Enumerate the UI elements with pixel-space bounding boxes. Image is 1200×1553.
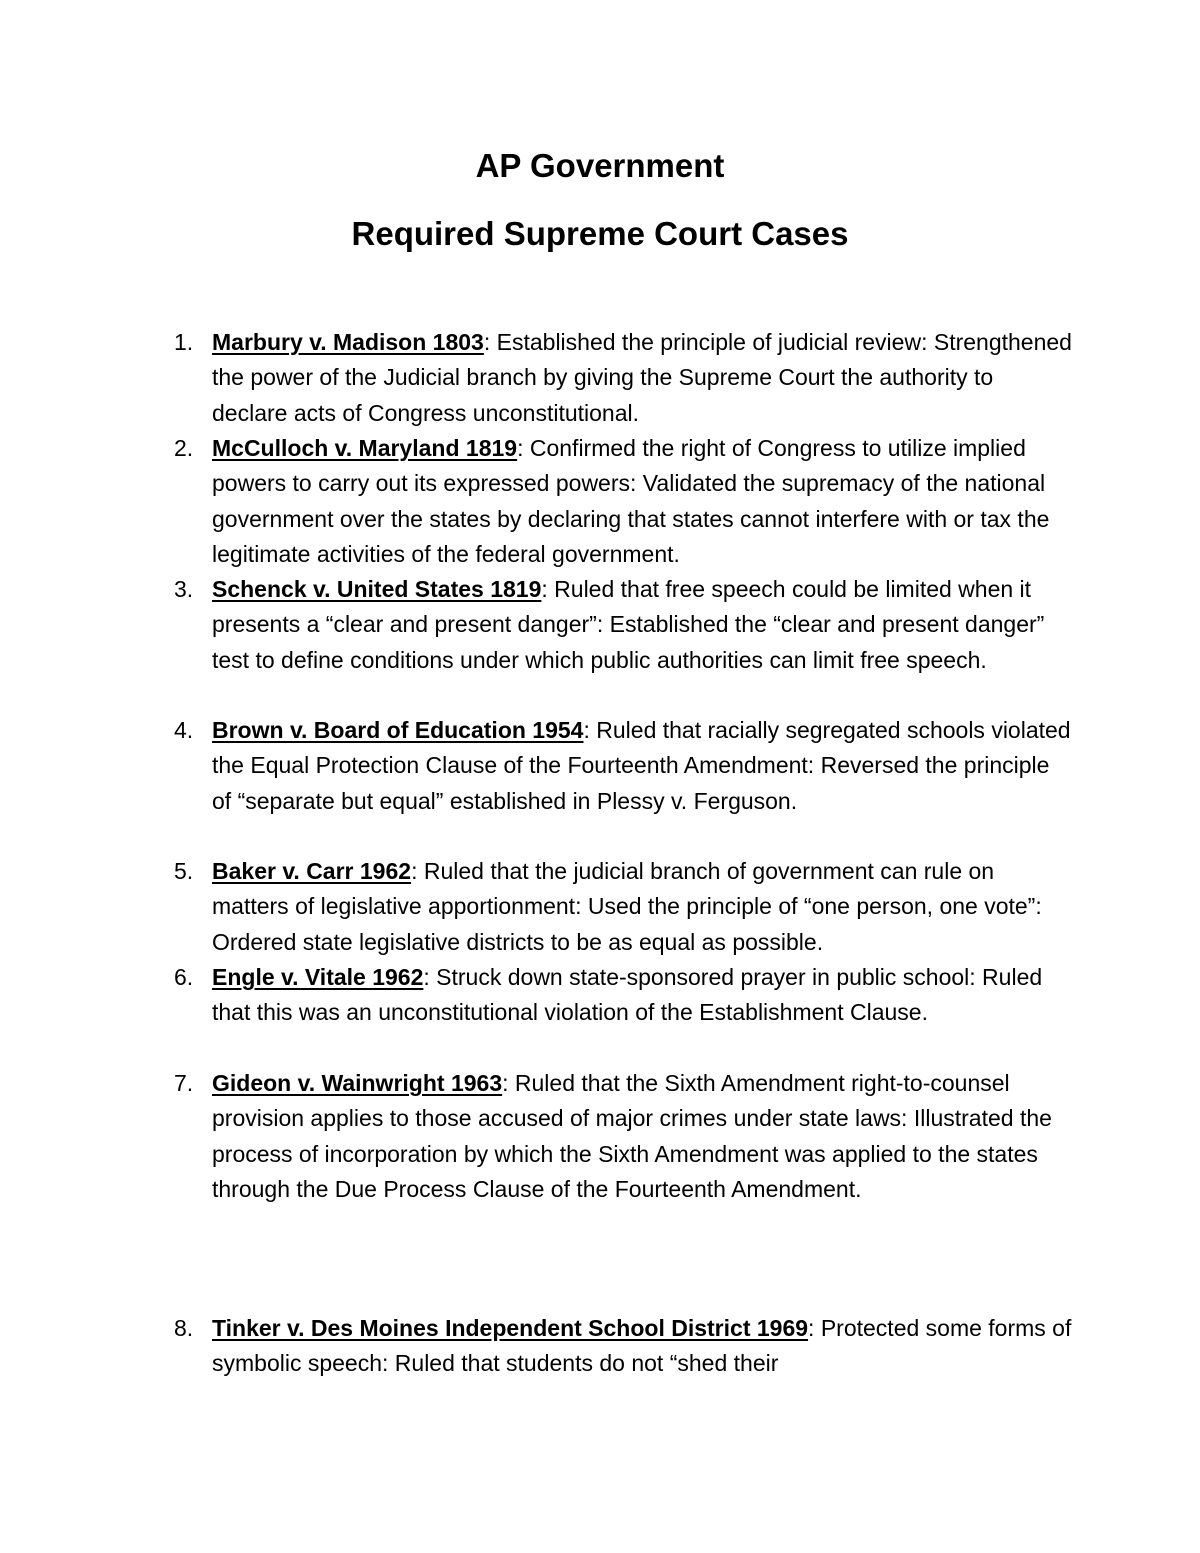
case-name: Engle v. Vitale 1962	[212, 964, 424, 990]
list-item	[174, 960, 1072, 1031]
case-name: Tinker v. Des Moines Independent School District 1969	[212, 1315, 809, 1341]
document-title: AP Government	[475, 147, 725, 184]
case-name: McCulloch v. Maryland 1819	[212, 435, 518, 461]
list-item	[174, 572, 1072, 678]
list-item	[174, 854, 1072, 960]
case-description: : Confirmed the right of Congress to utilize implied powers to carry out its expressed powers: Validated the supremacy of the national government over the states by declaring that states cannot interfere with or tax the legitimate activities of the federal government.	[212, 435, 1050, 567]
case-description: : Ruled that the judicial branch of government can rule on matters of legislative apportionment: Used the principle of “one person, one vote”: Ordered state legislative districts to be as equal as possible.	[212, 858, 1042, 955]
case-name: Baker v. Carr 1962	[212, 858, 412, 884]
case-description: : Struck down state-sponsored prayer in public school: Ruled that this was an unconstitutional violation of the Establishment Clause.	[212, 964, 1043, 1026]
case-name: Marbury v. Madison 1803	[212, 329, 484, 355]
case-name: Brown v. Board of Education 1954	[212, 717, 584, 743]
list-item	[174, 713, 1072, 819]
list-item-number: 2.	[174, 435, 194, 461]
case-description: : Protected some forms of symbolic speech: Ruled that students do not “shed their	[212, 1315, 1072, 1377]
case-description: : Established the principle of judicial review: Strengthened the power of the Judicial branch by giving the Supreme Court the authority to declare acts of Congress unconstitutional.	[212, 329, 1072, 426]
list-item-number: 7.	[174, 1070, 194, 1096]
list-item	[174, 325, 1072, 431]
document-subtitle: Required Supreme Court Cases	[351, 215, 849, 252]
case-description: : Ruled that free speech could be limited when it presents a “clear and present danger”: Established the “clear and present danger” test to define conditions under which public authorities can limit free speech.	[212, 576, 1045, 673]
list-item-number: 1.	[174, 329, 194, 355]
case-description: : Ruled that the Sixth Amendment right-to-counsel provision applies to those accused of major crimes under state laws: Illustrated the process of incorporation by which the Sixth Amendment was applied to the states through the Due Process Clause of the Fourteenth Amendment.	[212, 1070, 1052, 1202]
list-item-number: 8.	[174, 1315, 194, 1341]
list-item-number: 3.	[174, 576, 194, 602]
list-item-number: 5.	[174, 858, 194, 884]
list-item	[174, 1066, 1072, 1207]
case-name: Schenck v. United States 1819	[212, 576, 542, 602]
case-description: : Ruled that racially segregated schools violated the Equal Protection Clause of the Fourteenth Amendment: Reversed the principle of “separate but equal” established in Plessy v. Ferguson.	[212, 717, 1071, 814]
list-item	[174, 1311, 1072, 1382]
list-item	[174, 431, 1072, 572]
case-name: Gideon v. Wainwright 1963	[212, 1070, 503, 1096]
list-item-number: 4.	[174, 717, 194, 743]
list-item-number: 6.	[174, 964, 194, 990]
